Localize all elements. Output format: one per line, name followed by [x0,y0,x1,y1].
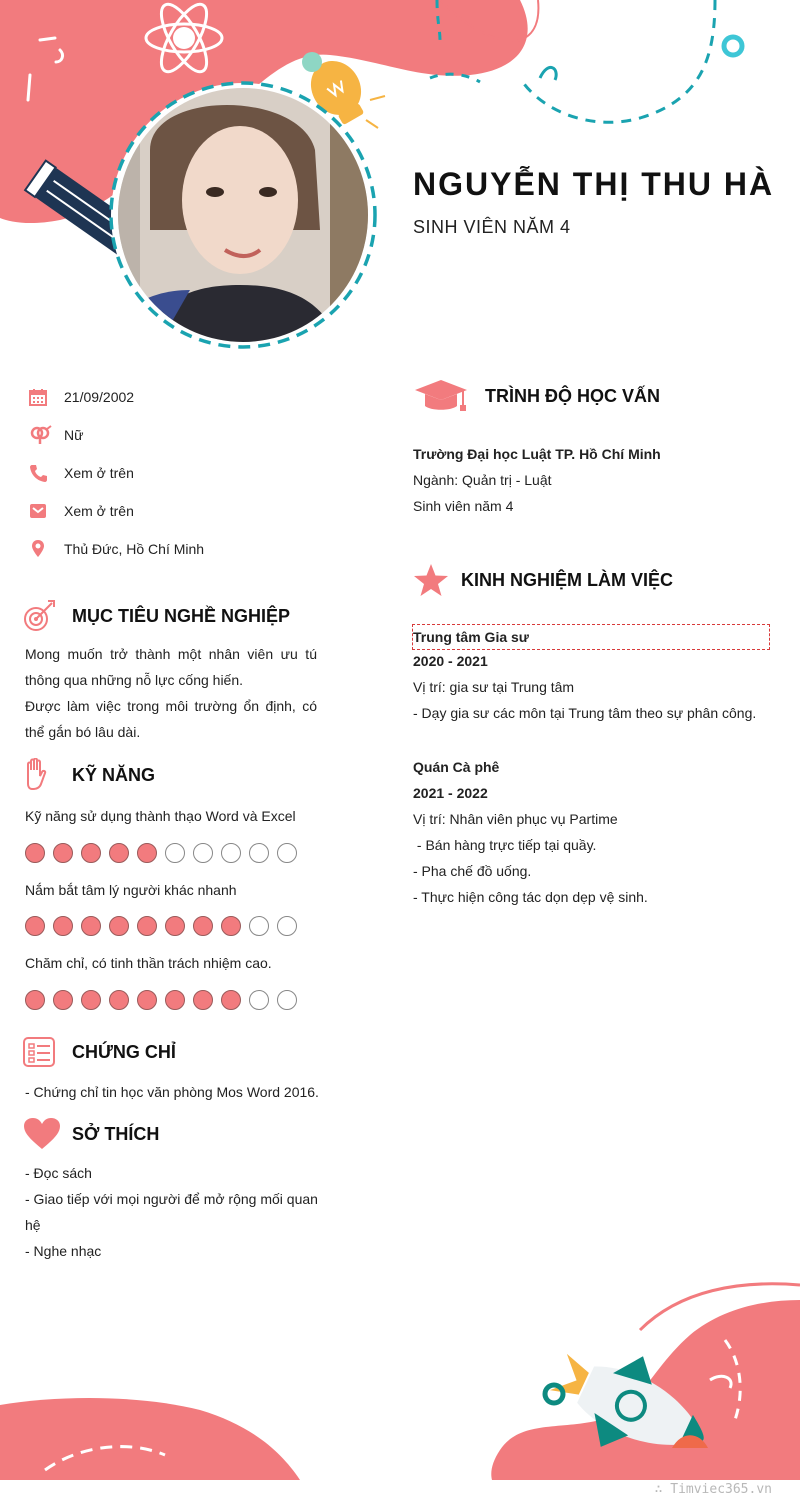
hobbies-heading: SỞ THÍCH [22,1116,159,1152]
skills-heading: KỸ NĂNG [22,757,155,793]
gender-icon [28,424,52,446]
job-company: Trung tâm Gia sư [413,629,529,645]
rating-dot-filled [193,990,213,1010]
contact-address: Thủ Đức, Hồ Chí Minh [28,538,204,560]
rating-dot-empty [193,843,213,863]
rating-dot-filled [165,990,185,1010]
rating-dot-filled [193,916,213,936]
rating-dot-filled [53,843,73,863]
education-status: Sinh viên năm 4 [413,498,514,514]
rating-dot-filled [81,843,101,863]
experience-heading: KINH NGHIỆM LÀM VIỆC [413,562,673,598]
hobbies-text [25,1160,325,1264]
rating-dot-filled [25,916,45,936]
calendar-icon [28,386,52,408]
rating-dot-filled [81,916,101,936]
rating-dot-filled [137,916,157,936]
hobby-line: - Nghe nhạc [25,1243,102,1259]
rating-dot-empty [277,916,297,936]
rating-dot-filled [109,916,129,936]
objective-text [25,641,317,745]
rating-dot-filled [81,990,101,1010]
rating-dot-filled [137,843,157,863]
objective-line: Được làm việc trong môi trường ổn định, có thể gắn bó lâu dài. [25,698,317,740]
rating-dot-empty [249,990,269,1010]
hand-icon [22,757,62,793]
contact-birthdate: 21/09/2002 [28,386,134,408]
job-company-field[interactable] [413,625,769,649]
contact-email: Xem ở trên [28,500,134,522]
job-task: - Thực hiện công tác dọn dẹp vệ sinh. [413,889,648,905]
email-icon [28,500,52,522]
skill-label: Nắm bắt tâm lý người khác nhanh [25,882,237,898]
skill-label: Chăm chỉ, có tinh thần trách nhiệm cao. [25,955,272,971]
job-period: 2021 - 2022 [413,785,488,801]
rating-dot-empty [277,990,297,1010]
contact-phone: Xem ở trên [28,462,134,484]
skill-label: Kỹ năng sử dụng thành thạo Word và Excel [25,808,296,824]
watermark: ∴ Timviec365.vn [654,1482,772,1497]
rating-dot-filled [109,843,129,863]
objective-heading: MỤC TIÊU NGHỀ NGHIỆP [22,598,290,634]
job-company: Quán Cà phê [413,759,500,775]
phone-icon [28,462,52,484]
job-role: Vị trí: gia sư tại Trung tâm [413,679,575,695]
job-entry [413,648,773,726]
skill-rating [25,990,297,1010]
rating-dot-filled [165,916,185,936]
education-heading: TRÌNH ĐỘ HỌC VẤN [413,378,660,414]
rating-dot-filled [221,990,241,1010]
rating-dot-empty [249,916,269,936]
rating-dot-filled [25,843,45,863]
education-school: Trường Đại học Luật TP. Hồ Chí Minh [413,446,661,462]
rating-dot-empty [277,843,297,863]
heart-icon [22,1116,62,1152]
skill-rating [25,916,297,936]
candidate-name: NGUYỄN THỊ THU HÀ [413,166,775,202]
target-icon [22,598,62,634]
skill-rating [25,843,297,863]
hobby-line: - Đọc sách [25,1165,92,1181]
job-role: Vị trí: Nhân viên phục vụ Partime [413,811,618,827]
education-major: Ngành: Quản trị - Luật [413,472,552,488]
rating-dot-filled [137,990,157,1010]
job-task: - Dạy gia sư các môn tại Trung tâm theo sự phân công. [413,705,757,721]
job-period: 2020 - 2021 [413,653,488,669]
hobby-line: - Giao tiếp với mọi người để mở rộng mối quan hệ [25,1191,318,1233]
rating-dot-empty [165,843,185,863]
rating-dot-filled [221,916,241,936]
job-task: - Bán hàng trực tiếp tại quầy. [413,837,597,853]
rating-dot-empty [249,843,269,863]
certificate-line: - Chứng chỉ tin học văn phòng Mos Word 2016. [25,1084,319,1100]
star-icon [413,562,451,598]
rating-dot-filled [53,990,73,1010]
certificates-heading: CHỨNG CHỈ [22,1034,176,1070]
rating-dot-empty [221,843,241,863]
objective-line: Mong muốn trở thành một nhân viên ưu tú thông qua những nỗ lực cống hiến. [25,646,317,688]
checklist-icon [22,1034,62,1070]
job-task: - Pha chế đồ uống. [413,863,532,879]
education-details [413,441,773,519]
candidate-subtitle: SINH VIÊN NĂM 4 [413,217,571,237]
ring-decoration [724,37,742,55]
contact-gender: Nữ [28,424,83,446]
rating-dot-filled [25,990,45,1010]
rating-dot-filled [53,916,73,936]
rating-dot-filled [109,990,129,1010]
job-entry [413,754,773,910]
graduation-cap-icon [413,378,471,414]
location-icon [28,538,52,560]
